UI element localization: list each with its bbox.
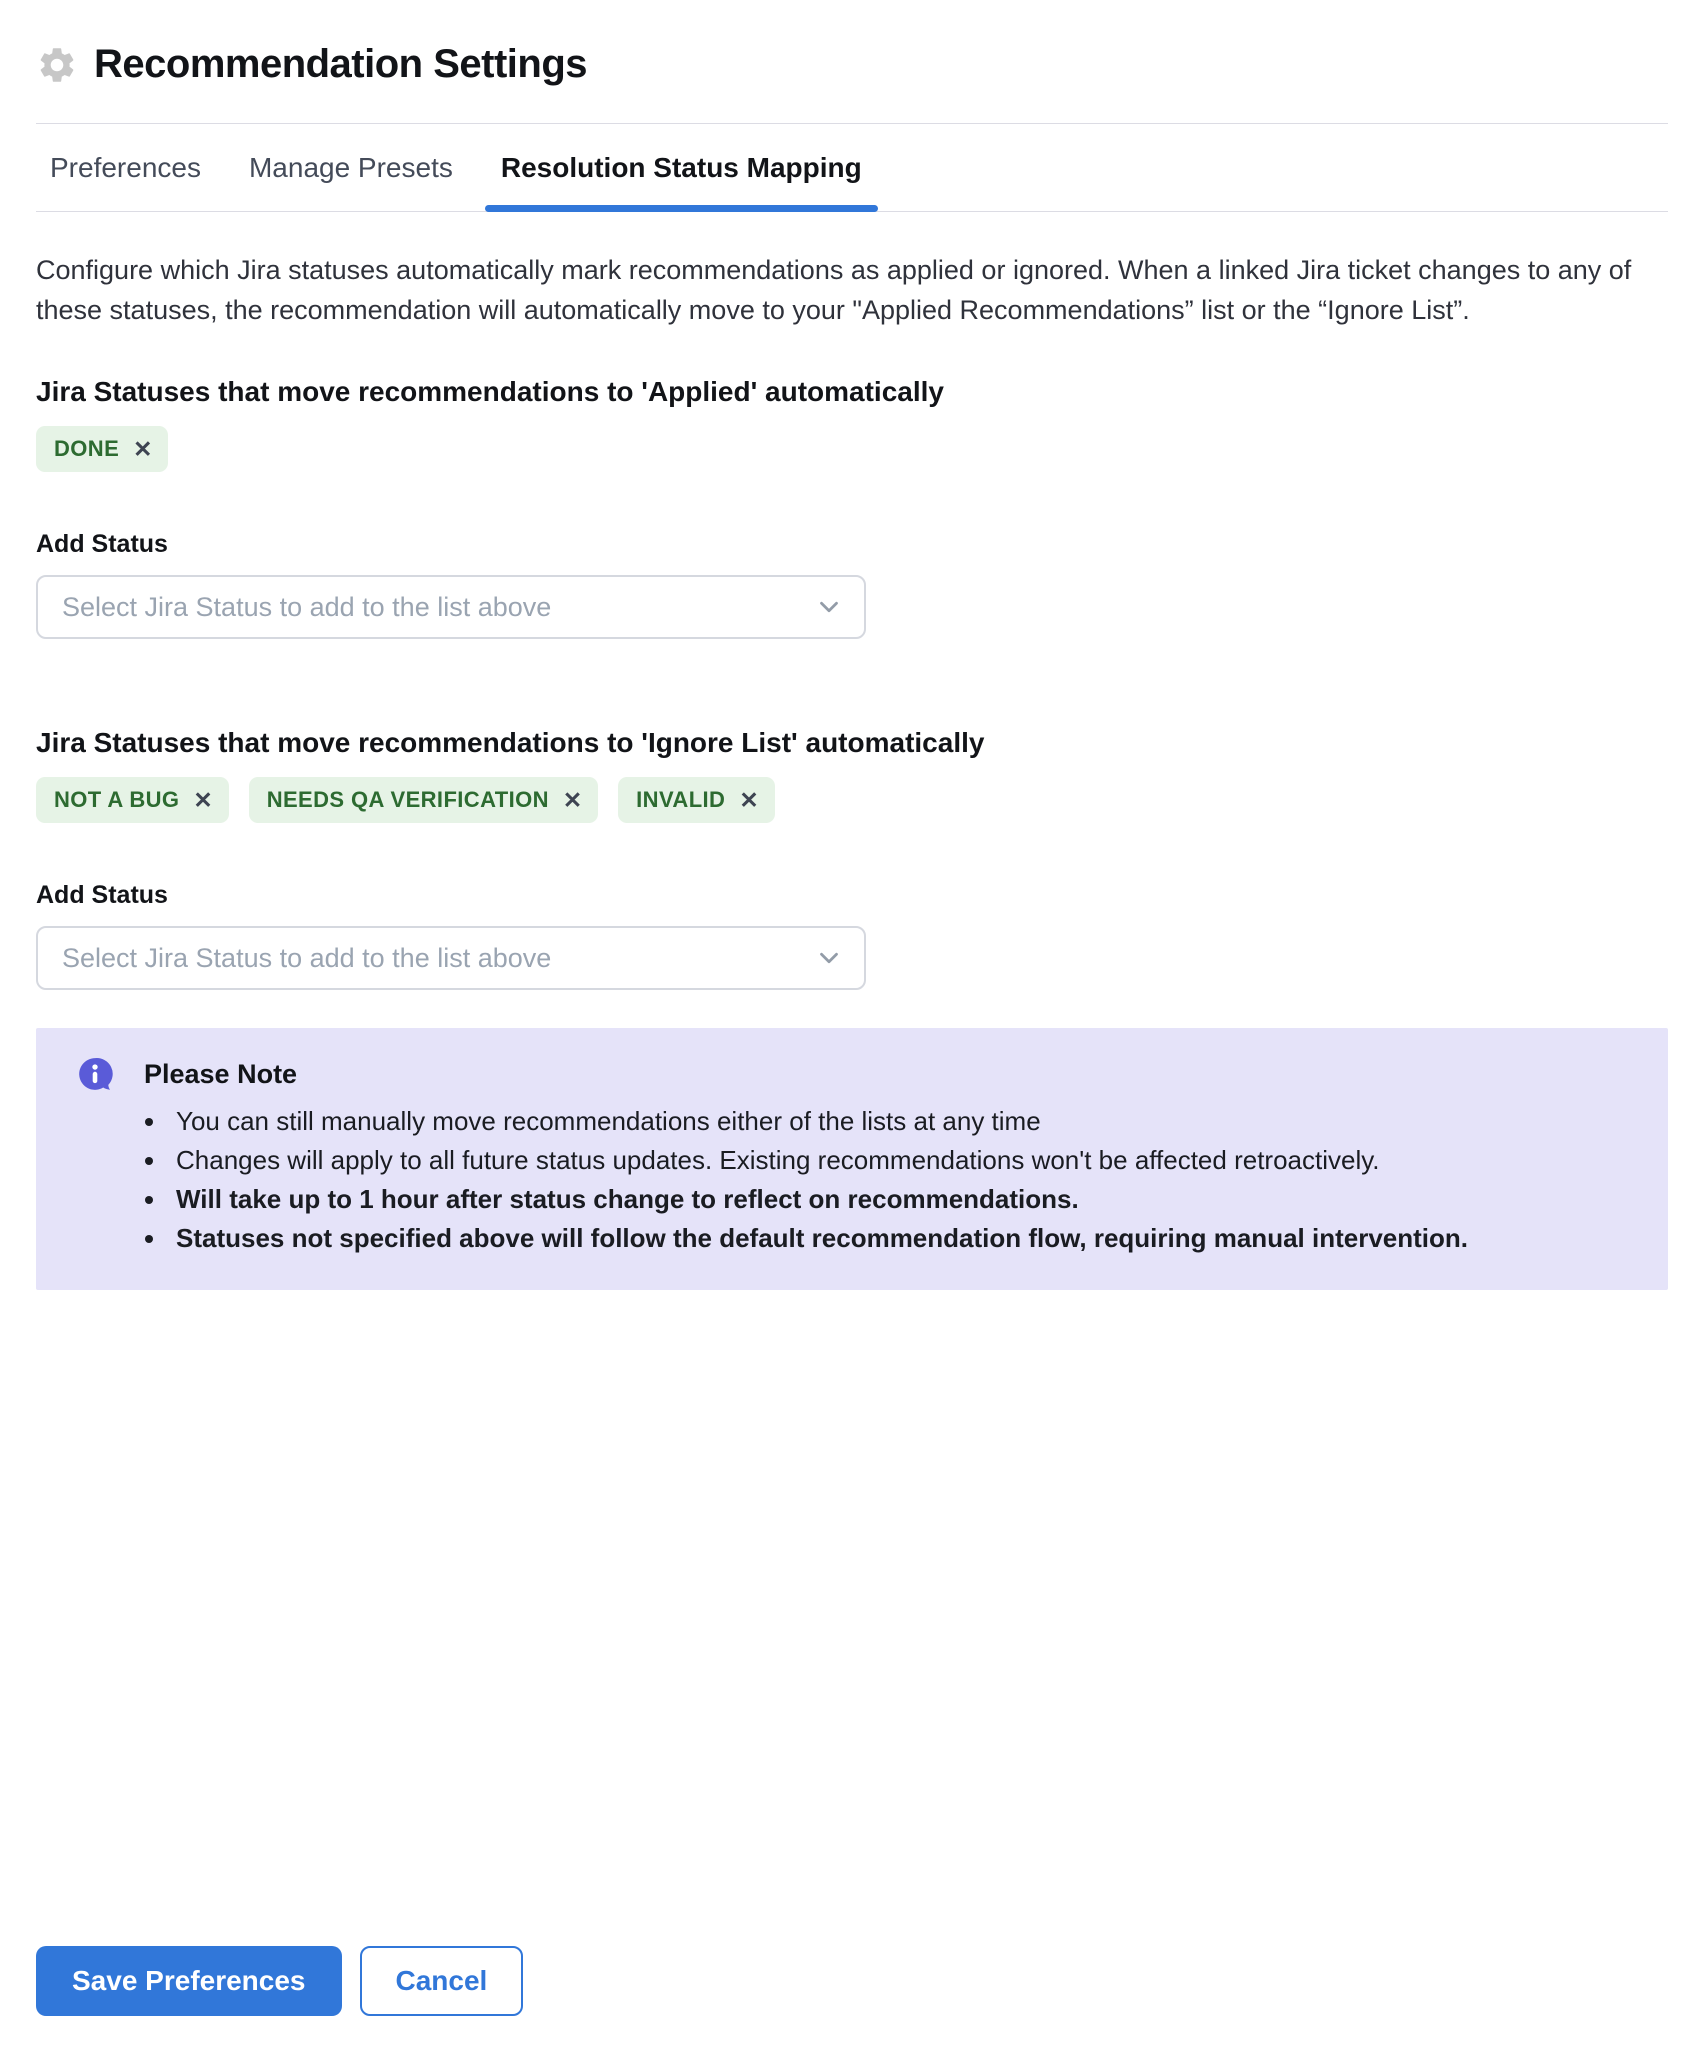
status-chip-label: NEEDS QA VERIFICATION [266,787,549,812]
tab-manage-presets[interactable]: Manage Presets [248,151,453,183]
select-placeholder: Select Jira Status to add to the list above [62,591,552,622]
note-header [76,1052,1632,1096]
note-bullet: • You can still manually move recommendations either of the lists at any time [168,1102,1632,1141]
status-chip-label: DONE [54,436,120,461]
note-bullet-list [76,1102,1632,1258]
footer-actions [36,1946,1668,2052]
tab-bar [36,124,1668,212]
remove-status-icon[interactable]: ✕ [562,786,583,813]
page-header [36,0,1668,87]
applied-status-select[interactable] [36,575,866,639]
ignore-status-select[interactable] [36,926,866,990]
gear-icon [36,44,78,86]
applied-chip-row [36,426,1668,472]
note-bullet: • Changes will apply to all future status updates. Existing recommendations won't be affected retroactively. [168,1141,1632,1180]
status-chip-done [36,426,168,472]
status-chip-invalid [618,777,774,823]
applied-section-heading: Jira Statuses that move recommendations to 'Applied' automatically [36,376,944,407]
ignore-chip-row [36,777,1668,823]
save-preferences-button[interactable]: Save Preferences [36,1946,342,2016]
select-placeholder: Select Jira Status to add to the list above [62,942,552,973]
applied-add-status-label: Add Status [36,530,168,558]
note-title: Please Note [144,1058,298,1089]
ignore-add-status-label: Add Status [36,881,168,909]
remove-status-icon[interactable]: ✕ [739,786,759,813]
status-chip-needs-qa-verification [249,777,598,823]
chevron-down-icon [814,943,844,973]
remove-status-icon[interactable]: ✕ [133,435,153,462]
page-title: Recommendation Settings [94,42,588,86]
status-chip-label: INVALID [636,787,726,812]
page-description: Configure which Jira statuses automatically mark recommendations as applied or ignored. When a linked Jira ticket changes to any of these statuses, the recommendation will automatically move to your "Applied Recommendations” list or the “Ignore List”. [36,255,1632,325]
status-chip-label: NOT A BUG [54,787,180,812]
cancel-button[interactable]: Cancel [360,1946,524,2016]
note-bullet: • Will take up to 1 hour after status change to reflect on recommendations. [168,1180,1632,1219]
please-note-box [36,1028,1668,1290]
remove-status-icon[interactable]: ✕ [193,786,213,813]
ignore-section-heading: Jira Statuses that move recommendations to 'Ignore List' automatically [36,727,985,758]
chevron-down-icon [814,592,844,622]
note-bullet: • Statuses not specified above will follow the default recommendation flow, requiring manual intervention. [168,1219,1632,1258]
tab-resolution-status-mapping[interactable]: Resolution Status Mapping [501,124,862,211]
tab-preferences[interactable]: Preferences [50,151,201,183]
status-chip-not-a-bug [36,777,229,823]
info-icon [76,1055,114,1093]
